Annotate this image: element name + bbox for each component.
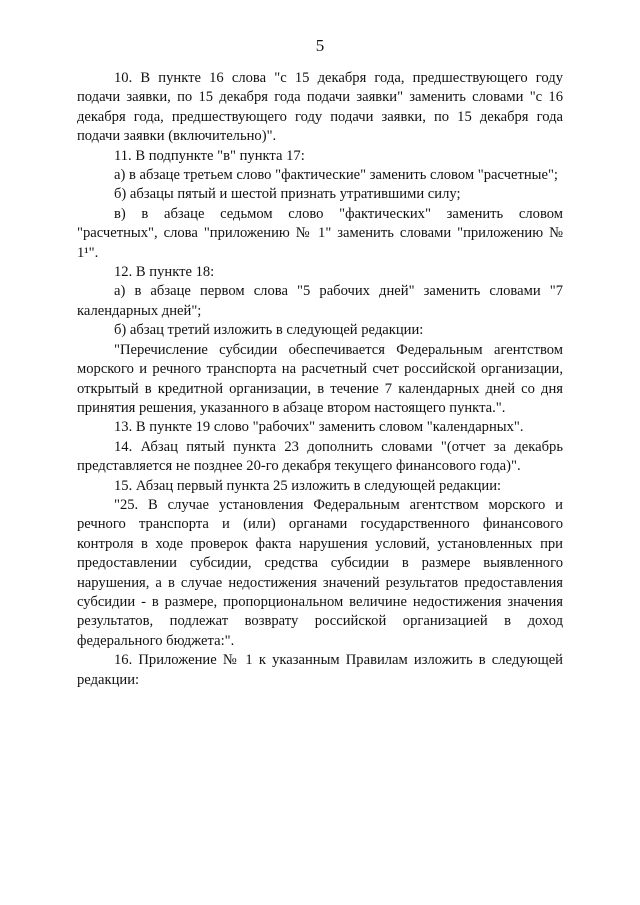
paragraph-item-15: 15. Абзац первый пункта 25 изложить в следующей редакции: [114,477,502,494]
paragraph-subitem-11b: б) абзацы пятый и шестой признать утратившими силу; [114,186,461,203]
paragraph-subitem-12b: б) абзац третий изложить в следующей редакции: [114,322,424,339]
paragraph-subitem-11v: в) в абзаце седьмом слово "фактических" заменить словом "расчетных", слова "приложению № 1" заменить словами "приложению № 1¹". [77,205,563,261]
paragraph-subitem-12a: а) в абзаце первом слова "5 рабочих дней" заменить словами "7 календарных дней"; [77,283,563,319]
paragraph-item-16: 16. Приложение № 1 к указанным Правилам изложить в следующей редакции: [77,652,563,688]
paragraph-quote-transfer: "Перечисление субсидии обеспечивается Федеральным агентством морского и речного транспорта на расчетный счет российской организации, открытый в кредитной организации, в течение 7 календарных дней со дня принятия решения, указанного в абзаце втором настоящего пункта.". [77,341,563,416]
paragraph-quote-item-25: "25. В случае установления Федеральным агентством морского и речного транспорта и (или) органами государственного финансового контроля в ходе проверок факта нарушения условий, установленных при предоставлении субсидии, средства субсидии в размере выявленного нарушения, а в случае недостижения значений результатов предоставления субсидии - в размере, пропорциональном величине недостижения значения результатов, подлежат возврату российской организацией в доход федерального бюджета:". [77,496,563,649]
paragraph-item-13: 13. В пункте 19 слово "рабочих" заменить словом "календарных". [114,419,524,436]
paragraph-item-14: 14. Абзац пятый пункта 23 дополнить словами "(отчет за декабрь представляется не позднее 20-го декабря текущего финансового года)". [77,438,563,475]
document-body [77,69,563,690]
page-number: 5 [315,36,325,55]
paragraph-item-10: 10. В пункте 16 слова "с 15 декабря года, предшествующего году подачи заявки, по 15 декабря года подачи заявки" заменить словами "с 16 декабря года, предшествующего году подачи заявки, по 15 декабря года подачи заявки (включительно)". [77,70,563,145]
paragraph-item-11: 11. В подпункте "в" пункта 17: [114,147,305,164]
paragraph-subitem-11a: а) в абзаце третьем слово "фактические" заменить словом "расчетные"; [114,167,558,184]
paragraph-item-12: 12. В пункте 18: [114,264,215,281]
